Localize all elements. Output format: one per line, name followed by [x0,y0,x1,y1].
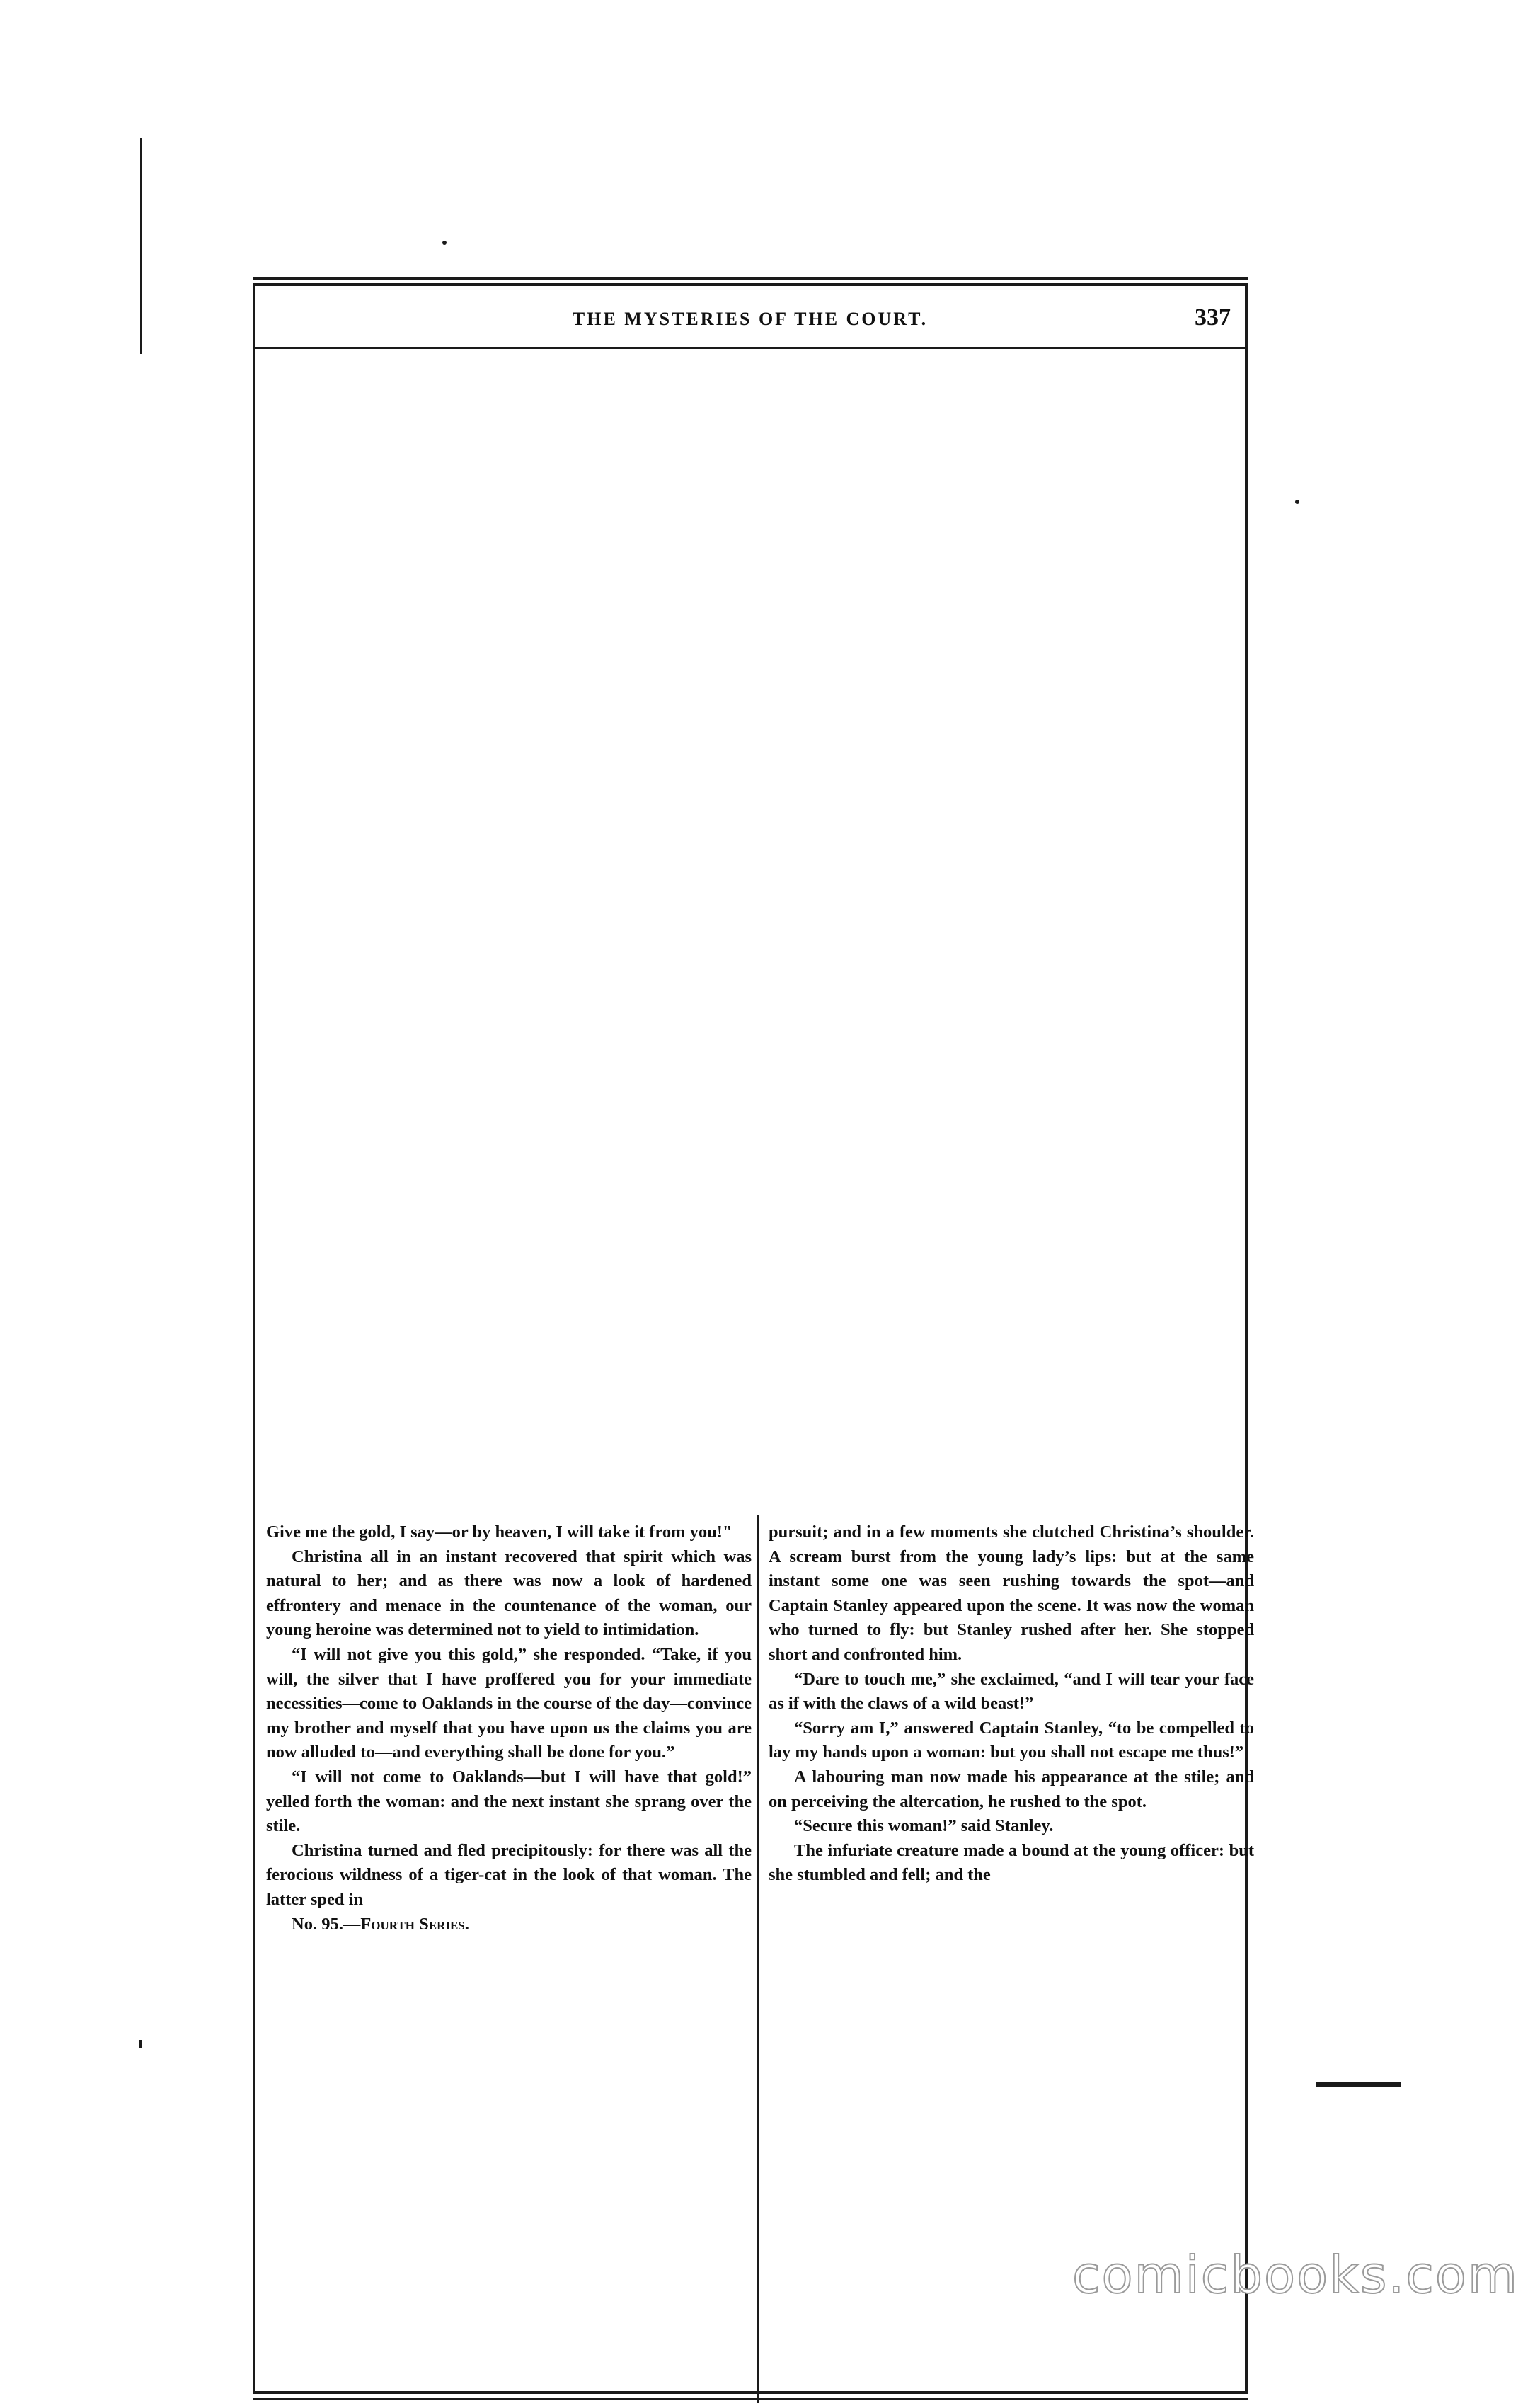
paragraph: “I will not give you this gold,” she responded. “Take, if you will, the silver that I have proffered you for your immediate necessities—come to Oaklands in the course of the day—convince my brother and myself that you have upon us the claims you are now alluded to—and everything shall be done for you.” [266,1644,752,1762]
site-watermark: comicbooks.com [1071,2245,1519,2305]
scan-edge-line [140,138,142,354]
paragraph: “Secure this woman!” said Stanley. [794,1816,1054,1836]
page-frame [253,283,1248,2394]
frame-bottom-rule [253,2398,1248,2400]
running-head [253,304,1248,347]
scan-dot [139,2040,142,2048]
scan-dash [1316,2082,1401,2087]
frame-top-rule [253,277,1248,280]
signature-mark [266,1912,752,1937]
paragraph: Christina turned and fled precipitously: for there was all the ferocious wildness of a tiger-cat in the look of that woman. The latter sped in [266,1840,752,1909]
left-column [266,1520,752,1937]
right-column [769,1520,1254,1888]
scan-dot [442,241,447,245]
header-rule [253,347,1248,349]
scan-dot [1295,500,1299,504]
column-divider [757,1515,759,2403]
page-number: 337 [1195,304,1231,331]
paragraph: “Dare to touch me,” she exclaimed, “and I will tear your face as if with the claws of a wild beast!” [769,1669,1254,1714]
paragraph: “I will not come to Oaklands—but I will have that gold!” yelled forth the woman: and the next instant she sprang over the stile. [266,1767,752,1836]
paragraph: Give me the gold, I say—or by heaven, I will take it from you!" [266,1522,732,1542]
paragraph: Christina all in an instant recovered that spirit which was natural to her; and as there was now a look of hardened effrontery and menace in the countenance of the woman, our young heroine was determined not to yield to intimidation. [266,1547,752,1640]
running-title: THE MYSTERIES OF THE COURT. [572,309,929,329]
signature-series: Fourth Series. [360,1914,469,1934]
paragraph: “Sorry am I,” answered Captain Stanley, “to be compelled to lay my hands upon a woman: but you shall not escape me thus!” [769,1718,1254,1762]
paragraph: pursuit; and in a few moments she clutched Christina’s shoulder. A scream burst from the young lady’s lips: but at the same instant some one was seen rushing towards the spot—and Captain Stanley appeared upon the scene. It was now the woman who turned to fly: but Stanley rushed after her. She stopped short and confronted him. [769,1522,1254,1664]
paragraph: The infuriate creature made a bound at the young officer: but she stumbled and fell; and the [769,1840,1254,1885]
paragraph: A labouring man now made his appearance at the stile; and on perceiving the altercation, he rushed to the spot. [769,1767,1254,1811]
signature-number: No. 95.— [292,1914,361,1934]
